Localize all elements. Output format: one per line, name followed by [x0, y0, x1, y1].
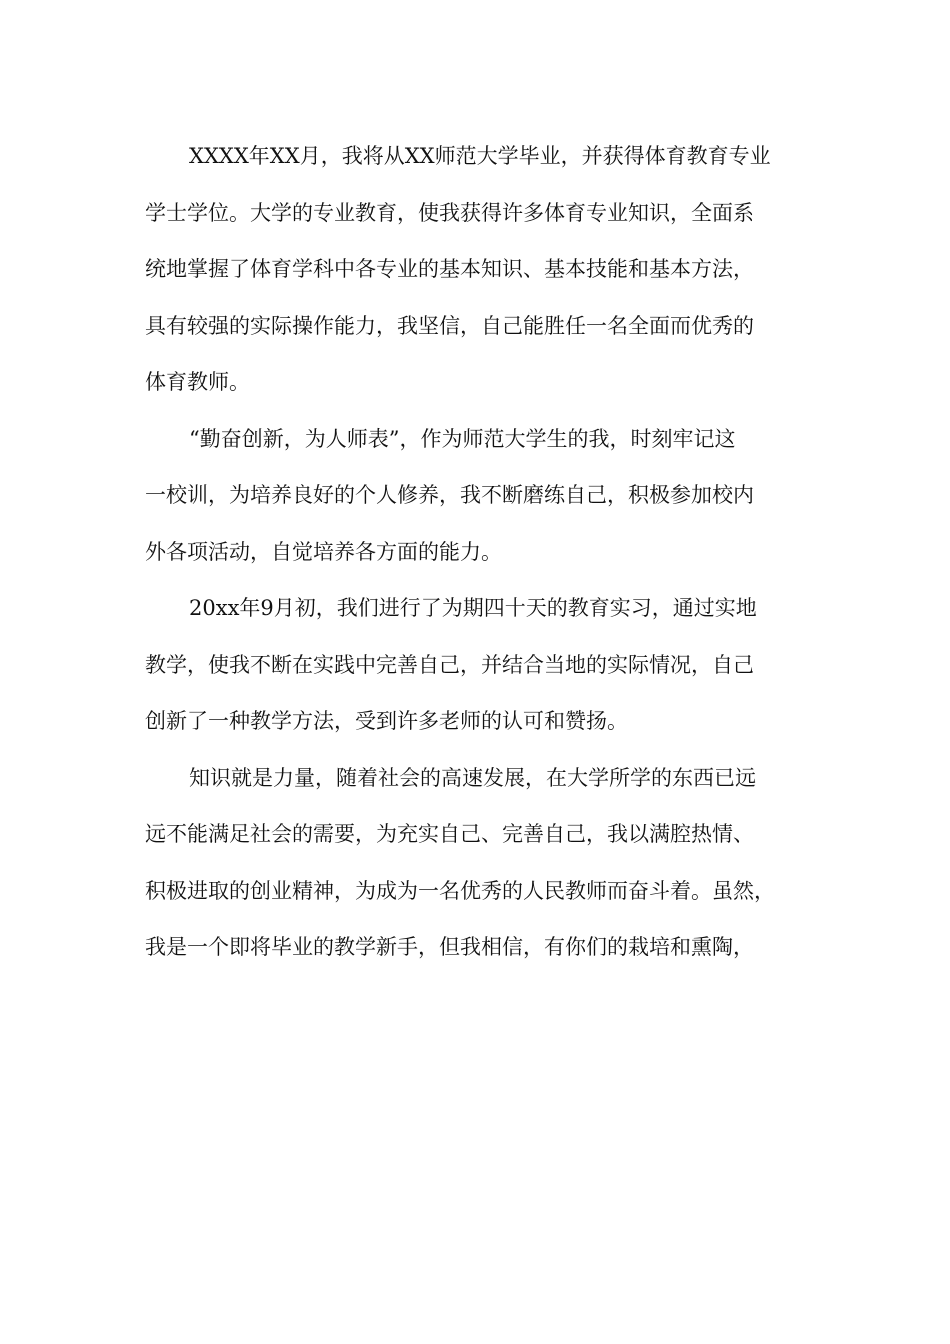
text-line: 外各项活动，自觉培养各方面的能力。 [145, 539, 502, 564]
text-line: 学士学位。大学的专业教育，使我获得许多体育专业知识，全面系 [145, 200, 754, 225]
text-line: 创新了一种教学方法，受到许多老师的认可和赞扬。 [145, 709, 628, 733]
text-line: 统地掌握了体育学科中各专业的基本知识、基本技能和基本方法， [145, 257, 754, 281]
text-line: 一校训，为培养良好的个人修养，我不断磨练自己，积极参加校内 [145, 483, 754, 507]
text-line: “勤奋创新，为人师表”，作为师范大学生的我，时刻牢记这 [189, 426, 736, 451]
text-line: 积极进取的创业精神，为成为一名优秀的人民教师而奋斗着。虽然， [145, 878, 775, 903]
text-line: 具有较强的实际操作能力，我坚信，自己能胜任一名全面而优秀的 [145, 313, 754, 338]
text-line: 20xx年9月初，我们进行了为期四十天的教育实习，通过实地 [189, 596, 757, 620]
text-line: 体育教师。 [145, 370, 250, 394]
document-body [145, 128, 825, 976]
text-line: 远不能满足社会的需要，为充实自己、完善自己，我以满腔热情、 [145, 822, 754, 846]
text-line: 知识就是力量，随着社会的高速发展，在大学所学的东西已远 [189, 765, 756, 790]
text-line: 我是一个即将毕业的教学新手，但我相信，有你们的栽培和熏陶， [145, 935, 754, 959]
text-line: 教学，使我不断在实践中完善自己，并结合当地的实际情况，自己 [145, 652, 754, 677]
text-line: XXXX年XX月，我将从XX师范大学毕业，并获得体育教育专业 [189, 144, 771, 168]
